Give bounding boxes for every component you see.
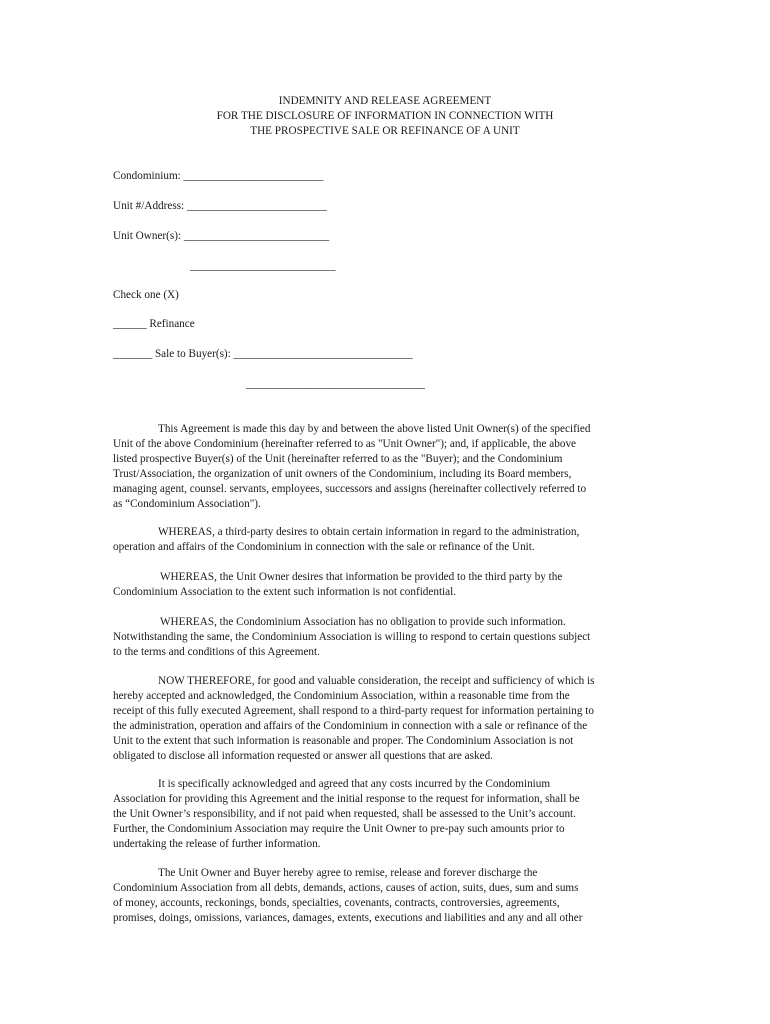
whereas-paragraph-2 <box>113 570 658 600</box>
text-line: WHEREAS, the Condominium Association has no obligation to provide such information. <box>160 616 566 628</box>
text-line: undertaking the release of further information. <box>113 838 321 850</box>
text-line: Condominium Association from all debts, demands, actions, causes of action, suits, dues, sum and sums <box>113 882 579 894</box>
whereas-paragraph-1 <box>113 525 658 555</box>
text-line: Notwithstanding the same, the Condominium Association is willing to respond to certain questions subject <box>113 631 591 643</box>
text-line: Association for providing this Agreement and the initial response to the request for information, shall be <box>113 793 580 805</box>
refinance-option[interactable]: ______ Refinance <box>113 318 195 330</box>
check-one-label: Check one (X) <box>113 289 179 301</box>
text-line: It is specifically acknowledged and agreed that any costs incurred by the Condominium <box>158 778 551 790</box>
text-line: listed prospective Buyer(s) of the Unit (hereinafter referred to as the "Buyer); and the Condominium <box>113 453 563 465</box>
text-line: Unit to the extent that such information is reasonable and proper. The Condominium Association is not <box>113 735 574 747</box>
text-line: WHEREAS, a third-party desires to obtain certain information in regard to the administration, <box>158 526 580 538</box>
text-line: obligated to disclose all information requested or answer all questions that are asked. <box>113 750 493 762</box>
text-line: to the terms and conditions of this Agreement. <box>113 646 320 658</box>
text-line: receipt of this fully executed Agreement, shall respond to a third-party request for information pertaining to <box>113 705 594 717</box>
whereas-paragraph-3 <box>113 615 658 660</box>
release-paragraph <box>113 866 658 926</box>
text-line: Condominium Association to the extent such information is not confidential. <box>113 586 457 598</box>
text-line: The Unit Owner and Buyer hereby agree to remise, release and forever discharge the <box>158 867 538 879</box>
title-line-2: FOR THE DISCLOSURE OF INFORMATION IN CONNECTION WITH <box>216 110 554 122</box>
condominium-field[interactable]: Condominium: _________________________ <box>113 170 324 182</box>
title-line-1: INDEMNITY AND RELEASE AGREEMENT <box>278 95 492 107</box>
costs-paragraph <box>113 777 658 852</box>
text-line: of money, accounts, reckonings, bonds, specialties, covenants, contracts, controversies, agreements, <box>113 897 560 909</box>
text-line: Further, the Condominium Association may require the Unit Owner to pre-pay such amounts prior to <box>113 823 565 835</box>
now-therefore-paragraph <box>113 674 658 764</box>
text-line: This Agreement is made this day by and between the above listed Unit Owner(s) of the specified <box>158 423 591 435</box>
text-line: the Unit Owner’s responsibility, and if not paid when requested, shall be assessed to the Unit’s account. <box>113 808 576 820</box>
text-line: Unit of the above Condominium (hereinafter referred to as "Unit Owner"); and, if applicable, the above <box>113 438 576 450</box>
unit-owners-extra-line[interactable]: __________________________ <box>190 260 336 272</box>
title-line-3: THE PROSPECTIVE SALE OR REFINANCE OF A UNIT <box>250 125 520 137</box>
text-line: operation and affairs of the Condominium in connection with the sale or refinance of the Unit. <box>113 541 535 553</box>
sale-to-buyer-field[interactable]: _______ Sale to Buyer(s): ________________________________ <box>113 348 413 360</box>
buyer-extra-line[interactable]: ________________________________ <box>246 378 425 390</box>
agreement-paragraph <box>113 422 658 512</box>
text-line: WHEREAS, the Unit Owner desires that information be provided to the third party by the <box>160 571 563 583</box>
document-title <box>0 94 770 139</box>
text-line: hereby accepted and acknowledged, the Condominium Association, within a reasonable time from the <box>113 690 570 702</box>
text-line: NOW THEREFORE, for good and valuable consideration, the receipt and sufficiency of which is <box>158 675 595 687</box>
text-line: managing agent, counsel. servants, employees, successors and assigns (hereinafter collectively referred to <box>113 483 587 495</box>
text-line: promises, doings, omissions, variances, damages, extents, executions and liabilities and any and all other <box>113 912 583 924</box>
text-line: Trust/Association, the organization of unit owners of the Condominium, including its Board members, <box>113 468 572 480</box>
text-line: the administration, operation and affairs of the Condominium in connection with a sale or refinance of the <box>113 720 588 732</box>
unit-address-field[interactable]: Unit #/Address: _________________________ <box>113 200 327 212</box>
unit-owners-field[interactable]: Unit Owner(s): __________________________ <box>113 230 330 242</box>
text-line: as “Condominium Association"). <box>113 498 261 510</box>
